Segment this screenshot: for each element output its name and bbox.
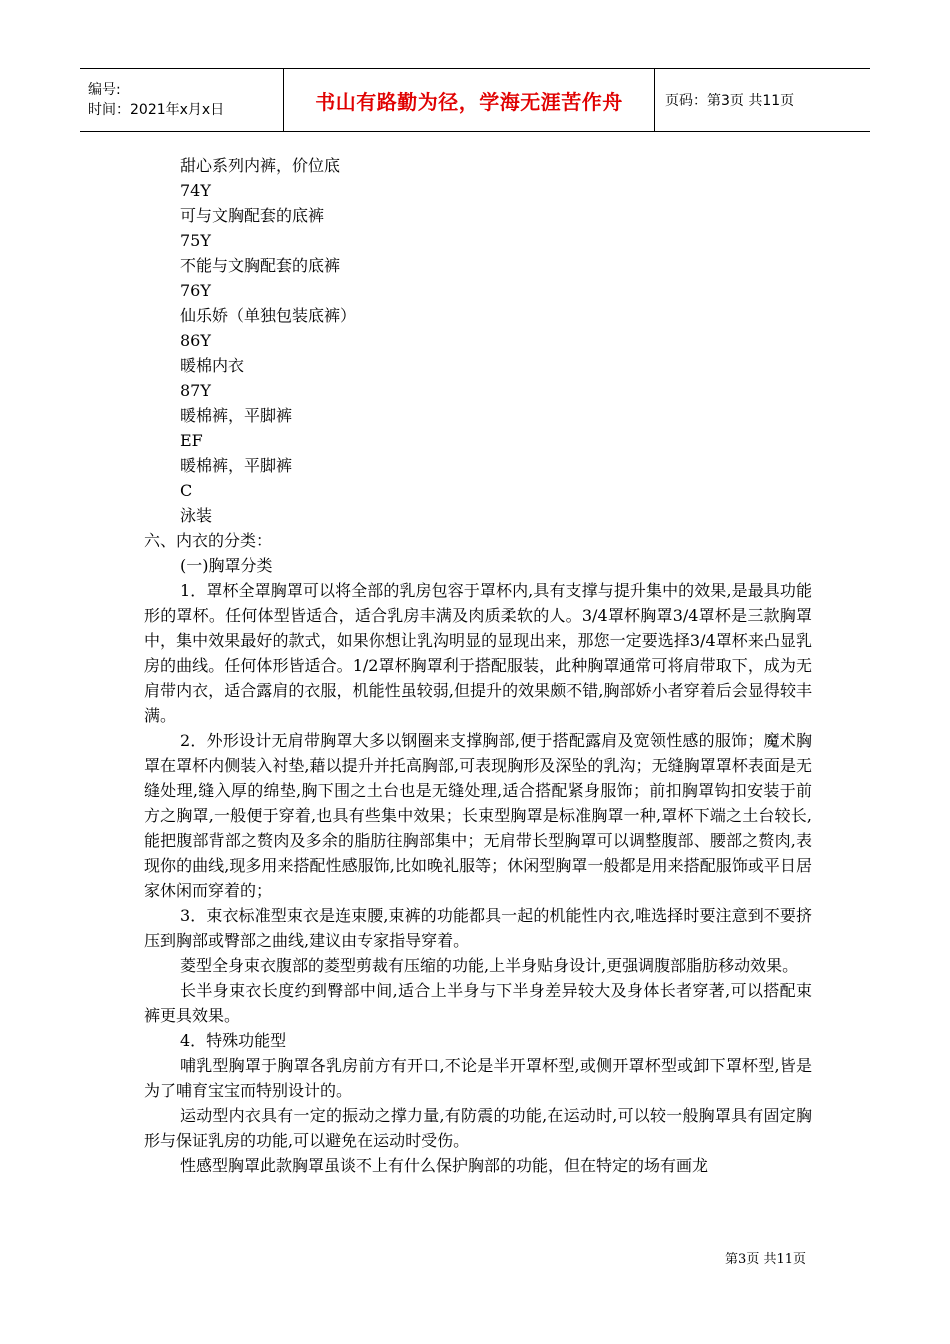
list-item: 暖棉裤，平脚裤 [180,406,293,425]
list-item: 泳装 [180,506,213,525]
paragraph: 4．特殊功能型 [180,1031,287,1050]
paragraph: 1．罩杯全罩胸罩可以将全部的乳房包容于罩杯内,具有支撑与提升集中的效果,是最具功能形的罩杯。任何体型皆适合，适合乳房丰满及肉质柔软的人。3/4罩杯胸罩3/4罩杯是三款胸罩中，集中效果最好的款式，如果你想让乳沟明显的显现出来，那您一定要选择3/4罩杯来凸显乳房的曲线。任何体形皆适合。1/2罩杯胸罩利于搭配服装，此种胸罩通常可将肩带取下，成为无肩带内衣，适合露肩的衣服，机能性虽较弱,但提升的效果颇不错,胸部娇小者穿着后会显得较丰满。 [144,581,812,725]
list-item: EF [180,431,203,450]
page-header [80,68,870,132]
list-item: 87Y [180,381,211,400]
list-item: 86Y [180,331,211,350]
page-footer: 第3页 共11页 [725,1252,806,1267]
paragraph: 运动型内衣具有一定的振动之撑力量,有防震的功能,在运动时,可以较一般胸罩具有固定胸形与保证乳房的功能,可以避免在运动时受伤。 [144,1106,812,1150]
header-page-info: 页码：第3页 共11页 [665,93,795,109]
list-item: C [180,481,193,500]
paragraph: 3．束衣标准型束衣是连束腰,束裤的功能都具一起的机能性内衣,唯选择时要注意到不要挤压到胸部或臀部之曲线,建议由专家指导穿着。 [144,906,812,950]
list-item: 不能与文胸配套的底裤 [180,256,341,275]
paragraph: 哺乳型胸罩于胸罩各乳房前方有开口,不论是半开罩杯型,或侧开罩杯型或卸下罩杯型,皆是为了哺育宝宝而特别设计的。 [144,1056,812,1100]
subsection-heading: (一)胸罩分类 [180,556,273,575]
list-item: 74Y [180,181,211,200]
header-meta [80,69,283,131]
document-body [144,153,812,1178]
list-item: 仙乐娇（单独包装底裤） [180,306,357,325]
header-motto: 书山有路勤为径，学海无涯苦作舟 [315,89,623,114]
document-time-label: 时间：2021年x月x日 [88,102,225,118]
list-item: 76Y [180,281,211,300]
section-heading: 六、内衣的分类： [144,531,273,550]
list-item: 75Y [180,231,211,250]
header-motto-cell [283,69,655,131]
list-item: 可与文胸配套的底裤 [180,206,325,225]
list-item: 暖棉内衣 [180,356,245,375]
document-number-label: 编号: [88,82,121,98]
list-item: 暖棉裤，平脚裤 [180,456,293,475]
paragraph: 2．外形设计无肩带胸罩大多以钢圈来支撑胸部,便于搭配露肩及宽领性感的服饰；魔术胸罩在罩杯内侧装入衬垫,藉以提升并托高胸部,可表现胸形及深坠的乳沟；无缝胸罩罩杯表面是无缝处理,缝入厚的绵垫,胸下围之土台也是无缝处理,适合搭配紧身服饰；前扣胸罩钩扣安装于前方之胸罩,一般便于穿着,也具有些集中效果；长束型胸罩是标准胸罩一种,罩杯下端之土台较长,能把腹部背部之赘肉及多余的脂肪往胸部集中；无肩带长型胸罩可以调整腹部、腰部之赘肉,表现你的曲线,现多用来搭配性感服饰,比如晚礼服等；休闲型胸罩一般都是用来搭配服饰或平日居家休闲而穿着的； [144,731,812,900]
paragraph: 长半身束衣长度约到臀部中间,适合上半身与下半身差异较大及身体长者穿著,可以搭配束裤更具效果。 [144,981,812,1025]
paragraph: 性感型胸罩此款胸罩虽谈不上有什么保护胸部的功能，但在特定的场有画龙 [180,1156,709,1175]
list-item: 甜心系列内裤，价位底 [180,156,341,175]
paragraph: 菱型全身束衣腹部的菱型剪裁有压缩的功能,上半身贴身设计,更强调腹部脂肪移动效果。 [180,956,799,975]
